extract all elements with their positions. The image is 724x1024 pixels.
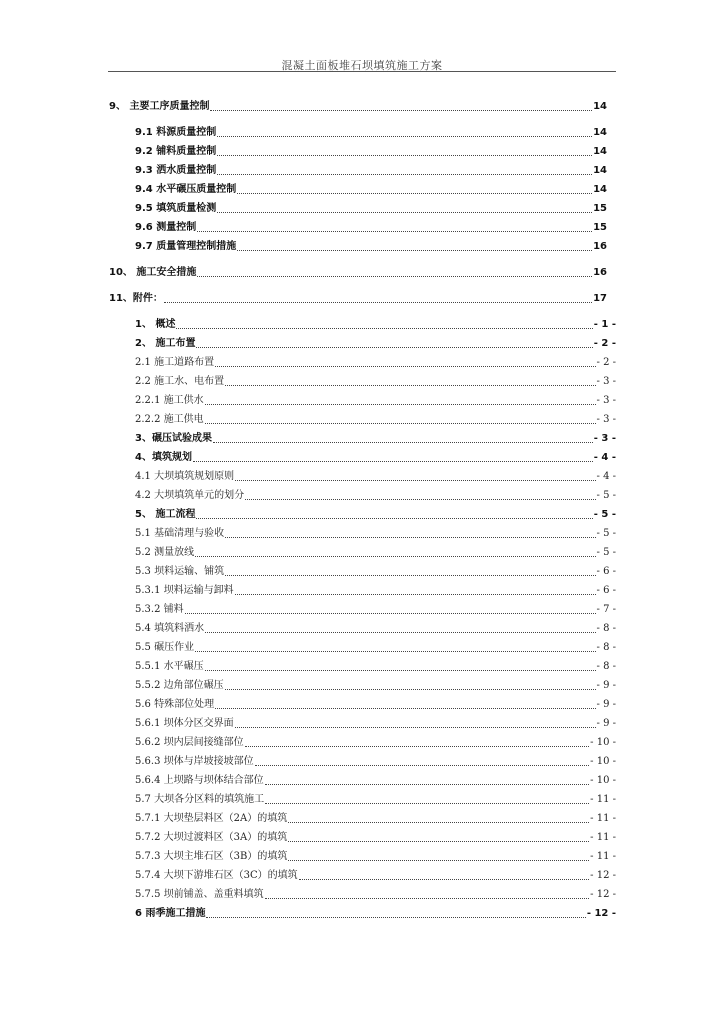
toc-entry-page: 14: [593, 184, 607, 195]
toc-leader-dots: [225, 527, 595, 538]
toc-entry-page: - 2 -: [593, 338, 616, 349]
toc-entry-page: - 3 -: [596, 395, 616, 406]
toc-leader-dots: [217, 164, 592, 175]
toc-entry[interactable]: [135, 318, 616, 332]
toc-entry-page: - 4 -: [593, 452, 616, 463]
toc-entry-page: 15: [593, 222, 607, 233]
toc-entry[interactable]: [135, 337, 616, 351]
toc-entry-page: - 10 -: [590, 775, 616, 786]
toc-entry[interactable]: [135, 413, 616, 427]
toc-leader-dots: [206, 907, 585, 918]
toc-entry-label: 5.7.1 大坝垫层料区（2A）的填筑: [135, 813, 288, 824]
toc-entry-page: - 1 -: [593, 319, 616, 330]
toc-entry-label: 5.5.1 水平碾压: [135, 661, 204, 672]
toc-entry-label: 4、填筑规划: [135, 452, 192, 463]
toc-leader-dots: [210, 100, 592, 111]
toc-entry[interactable]: [135, 660, 616, 674]
toc-entry-label: 5.5.2 边角部位碾压: [135, 680, 224, 691]
toc-entry-label: 5.7.4 大坝下游堆石区（3C）的填筑: [135, 870, 298, 881]
toc-entry[interactable]: [135, 774, 616, 788]
toc-leader-dots: [255, 755, 590, 766]
toc-entry-page: - 12 -: [590, 889, 616, 900]
toc-leader-dots: [235, 717, 596, 728]
toc-entry-page: - 5 -: [596, 490, 616, 501]
toc-entry[interactable]: [135, 584, 616, 598]
toc-entry-page: - 10 -: [590, 756, 616, 767]
toc-entry-label: 9.6 测量控制: [135, 222, 197, 233]
page-header-title: 混凝土面板堆石坝填筑施工方案: [281, 59, 443, 72]
toc-entry[interactable]: [135, 221, 607, 235]
toc-entry[interactable]: [109, 266, 607, 280]
toc-entry[interactable]: [135, 565, 616, 579]
toc-entry[interactable]: [135, 202, 607, 216]
toc-entry-page: - 10 -: [590, 737, 616, 748]
toc-leader-dots: [237, 183, 592, 194]
toc-entry-label: 9.3 洒水质量控制: [135, 165, 217, 176]
toc-entry[interactable]: [135, 145, 607, 159]
toc-leader-dots: [176, 318, 592, 329]
toc-entry-label: 5.4 填筑料洒水: [135, 623, 205, 634]
toc-leader-dots: [196, 337, 592, 348]
toc-entry-page: - 4 -: [596, 471, 616, 482]
toc-leader-dots: [265, 888, 590, 899]
toc-entry-label: 5.6 特殊部位处理: [135, 699, 215, 710]
toc-entry-label: 2.2.2 施工供电: [135, 414, 204, 425]
toc-entry-label: 5.7.5 坝前铺盖、盖重料填筑: [135, 889, 264, 900]
toc-entry[interactable]: [135, 356, 616, 370]
toc-leader-dots: [205, 413, 596, 424]
toc-entry[interactable]: [135, 793, 616, 807]
toc-entry-label: 5.3.1 坝料运输与卸料: [135, 585, 234, 596]
toc-entry[interactable]: [135, 869, 616, 883]
toc-leader-dots: [237, 240, 592, 251]
toc-leader-dots: [288, 850, 589, 861]
toc-entry-label: 5.2 测量放线: [135, 547, 195, 558]
toc-entry-page: - 12 -: [590, 870, 616, 881]
toc-entry-page: - 5 -: [593, 509, 616, 520]
toc-entry[interactable]: [135, 698, 616, 712]
toc-entry-label: 9、 主要工序质量控制: [109, 101, 210, 112]
toc-entry-page: 16: [593, 241, 607, 252]
toc-entry-label: 2.1 施工道路布置: [135, 357, 215, 368]
toc-leader-dots: [185, 603, 596, 614]
toc-entry-page: - 8 -: [596, 661, 616, 672]
toc-leader-dots: [215, 698, 595, 709]
toc-entry[interactable]: [135, 394, 616, 408]
toc-entry-label: 1、 概述: [135, 319, 176, 330]
toc-leader-dots: [197, 266, 592, 277]
toc-leader-dots: [217, 202, 592, 213]
toc-leader-dots: [225, 565, 595, 576]
toc-entry[interactable]: [135, 736, 616, 750]
toc-entry-page: - 11 -: [590, 813, 616, 824]
toc-entry[interactable]: [135, 240, 607, 254]
toc-entry-label: 5.3.2 铺料: [135, 604, 184, 615]
toc-entry-page: - 8 -: [596, 623, 616, 634]
toc-entry-page: - 3 -: [593, 433, 616, 444]
toc-entry[interactable]: [135, 375, 616, 389]
toc-entry[interactable]: [135, 641, 616, 655]
toc-entry-page: - 2 -: [596, 357, 616, 368]
toc-entry-label: 5.6.2 坝内层间接缝部位: [135, 737, 244, 748]
toc-entry-label: 9.4 水平碾压质量控制: [135, 184, 237, 195]
toc-leader-dots: [225, 679, 596, 690]
toc-entry-label: 9.7 质量管理控制措施: [135, 241, 237, 252]
toc-entry-page: - 3 -: [596, 376, 616, 387]
toc-entry[interactable]: [109, 292, 607, 306]
toc-entry[interactable]: [135, 432, 616, 446]
toc-leader-dots: [205, 622, 595, 633]
toc-leader-dots: [197, 221, 592, 232]
toc-leader-dots: [215, 356, 595, 367]
toc-entry-label: 5.7.3 大坝主堆石区（3B）的填筑: [135, 851, 288, 862]
toc-entry-page: - 11 -: [590, 794, 616, 805]
toc-leader-dots: [217, 145, 592, 156]
toc-entry-label: 10、 施工安全措施: [109, 267, 197, 278]
toc-entry-label: 3、碾压试验成果: [135, 433, 212, 444]
toc-leader-dots: [195, 641, 595, 652]
toc-leader-dots: [245, 736, 590, 747]
toc-entry[interactable]: [135, 470, 616, 484]
toc-entry[interactable]: [135, 489, 616, 503]
toc-entry[interactable]: [135, 527, 616, 541]
toc-entry-page: - 9 -: [596, 718, 616, 729]
toc-entry-page: 16: [593, 267, 607, 278]
toc-entry-label: 2.2.1 施工供水: [135, 395, 204, 406]
toc-entry-label: 5.5 碾压作业: [135, 642, 195, 653]
toc-entry[interactable]: [135, 755, 616, 769]
toc-leader-dots: [213, 432, 593, 443]
toc-entry-page: 14: [593, 165, 607, 176]
toc-entry-page: - 11 -: [590, 851, 616, 862]
toc-entry[interactable]: [135, 850, 616, 864]
toc-entry-label: 5.7.2 大坝过渡料区（3A）的填筑: [135, 832, 288, 843]
toc-leader-dots: [193, 451, 593, 462]
toc-entry-label: 5、 施工流程: [135, 509, 196, 520]
toc-entry-label: 6 雨季施工措施: [135, 908, 206, 919]
toc-entry[interactable]: [109, 100, 607, 114]
toc-entry[interactable]: [135, 717, 616, 731]
toc-entry[interactable]: [135, 603, 616, 617]
toc-entry[interactable]: [135, 907, 616, 921]
toc-entry-label: 5.6.4 上坝路与坝体结合部位: [135, 775, 264, 786]
toc-leader-dots: [299, 869, 590, 880]
toc-leader-dots: [196, 508, 592, 519]
toc-leader-dots: [265, 793, 589, 804]
toc-leader-dots: [288, 812, 589, 823]
toc-entry-page: - 6 -: [596, 585, 616, 596]
toc-entry-page: - 12 -: [586, 908, 616, 919]
toc-entry-label: 5.3 坝料运输、铺筑: [135, 566, 225, 577]
toc-entry[interactable]: [135, 164, 607, 178]
toc-leader-dots: [235, 584, 596, 595]
toc-entry-label: 5.7 大坝各分区料的填筑施工: [135, 794, 265, 805]
toc-leader-dots: [245, 489, 595, 500]
toc-entry-page: - 11 -: [590, 832, 616, 843]
toc-entry-page: - 9 -: [596, 699, 616, 710]
toc-entry-page: 14: [593, 146, 607, 157]
toc-entry-label: 5.6.3 坝体与岸坡接坡部位: [135, 756, 254, 767]
toc-entry[interactable]: [135, 183, 607, 197]
toc-entry-page: 17: [593, 293, 607, 304]
toc-entry[interactable]: [135, 546, 616, 560]
toc-leader-dots: [205, 660, 596, 671]
toc-leader-dots: [205, 394, 596, 405]
toc-entry-page: - 7 -: [596, 604, 616, 615]
toc-entry[interactable]: [135, 508, 616, 522]
toc-entry-label: 4.1 大坝填筑规划原则: [135, 471, 235, 482]
toc-entry[interactable]: [135, 622, 616, 636]
toc-entry-label: 4.2 大坝填筑单元的划分: [135, 490, 245, 501]
toc-entry-page: 15: [593, 203, 607, 214]
toc-entry-page: 14: [593, 101, 607, 112]
toc-leader-dots: [195, 546, 595, 557]
toc-entry[interactable]: [135, 812, 616, 826]
toc-entry-label: 9.2 铺料质量控制: [135, 146, 217, 157]
toc-entry-page: - 9 -: [596, 680, 616, 691]
toc-entry-page: 14: [593, 127, 607, 138]
toc-entry-page: - 3 -: [596, 414, 616, 425]
toc-leader-dots: [164, 292, 592, 303]
toc-entry[interactable]: [135, 888, 616, 902]
toc-leader-dots: [217, 126, 592, 137]
toc-entry[interactable]: [135, 451, 616, 465]
toc-entry-label: 5.1 基础清理与验收: [135, 528, 225, 539]
toc-entry-label: 9.5 填筑质量检测: [135, 203, 217, 214]
toc-entry-page: - 8 -: [596, 642, 616, 653]
toc-entry-page: - 5 -: [596, 528, 616, 539]
toc-entry-page: - 5 -: [596, 547, 616, 558]
toc-entry-label: 11、附件：: [109, 293, 163, 304]
toc-entry-page: - 6 -: [596, 566, 616, 577]
toc-entry-label: 9.1 料源质量控制: [135, 127, 217, 138]
toc-entry-label: 2.2 施工水、电布置: [135, 376, 225, 387]
toc-entry[interactable]: [135, 679, 616, 693]
toc-leader-dots: [235, 470, 595, 481]
toc-leader-dots: [288, 831, 589, 842]
toc-leader-dots: [225, 375, 595, 386]
toc-entry-label: 5.6.1 坝体分区交界面: [135, 718, 234, 729]
toc-entry-label: 2、 施工布置: [135, 338, 196, 349]
toc-entry[interactable]: [135, 126, 607, 140]
toc-entry[interactable]: [135, 831, 616, 845]
toc-leader-dots: [265, 774, 590, 785]
